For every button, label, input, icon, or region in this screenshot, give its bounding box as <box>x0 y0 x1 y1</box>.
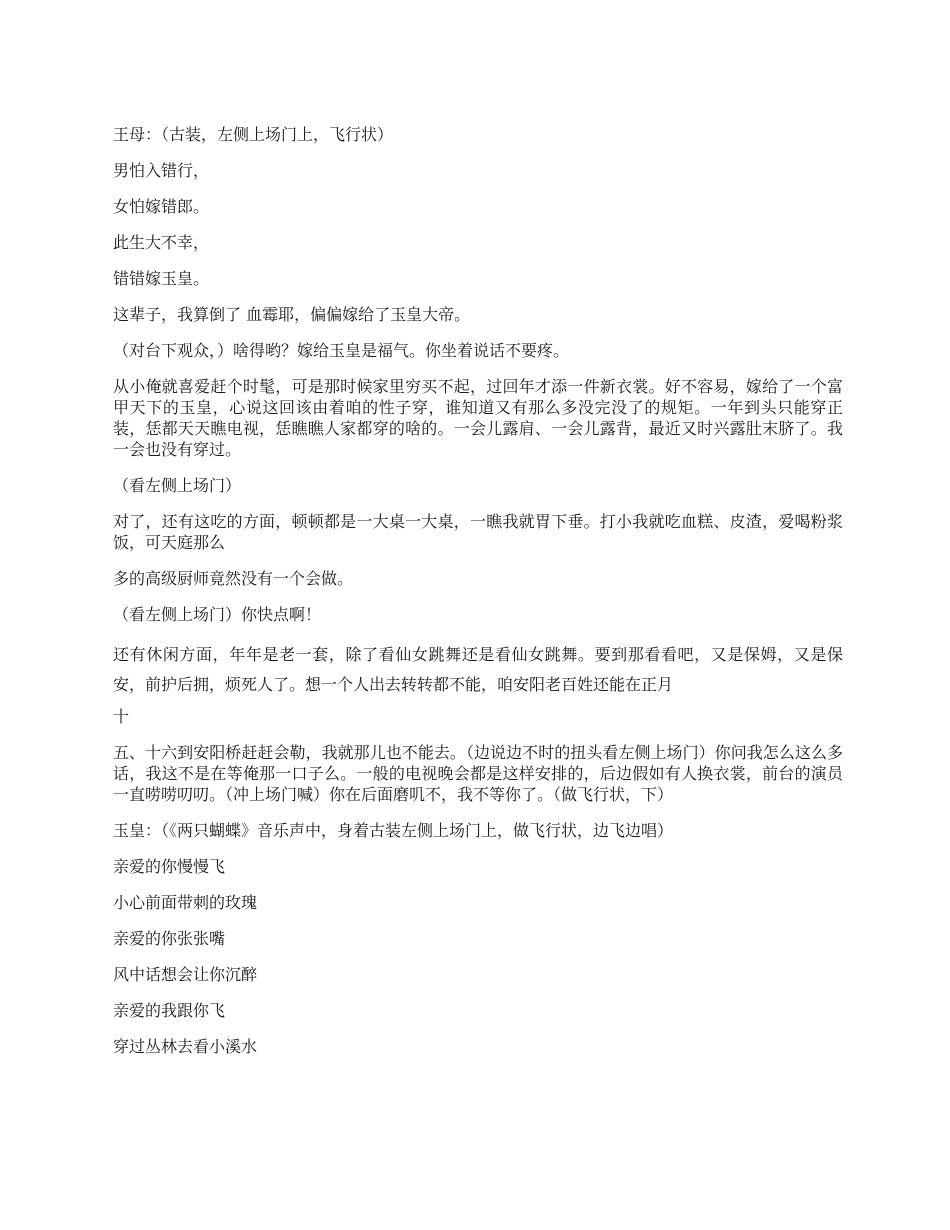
stage-direction: （看左侧上场门） <box>113 476 242 495</box>
dialogue-paragraph: 对了，还有这吃的方面，顿顿都是一大桌一大桌，一瞧我就胃下垂。打小我就吃血糕、皮渣，爱喝粉浆 饭，可天庭那么 <box>113 512 843 552</box>
song-lyric-line: 小心前面带刺的玫瑰 <box>113 893 258 912</box>
song-lyric-line: 亲爱的你张张嘴 <box>113 929 226 948</box>
song-lyric-line: 亲爱的我跟你飞 <box>113 1001 226 1020</box>
dialogue-paragraph: 多的高级厨师竟然没有一个会做。 <box>113 569 354 588</box>
dialogue-paragraph: 五、十六到安阳桥赶赶会勒，我就那儿也不能去。（边说边不时的扭头看左侧上场门）你问我怎么这么多话，我这不是在等俺那一口子么。一般的电视晚会都是这样安排的，后边假如有人换衣裳，前台的演员一直唠唠叨叨。（冲上场门喊）你在后面磨叽不，我不等你了。（做飞行状，下） <box>113 743 843 804</box>
song-lyric-line: 风中话想会让你沉醉 <box>113 965 258 984</box>
dialogue-paragraph: （看左侧上场门）你快点啊！ <box>113 605 322 624</box>
stage-direction-wangmu-entrance: 王母：（古装，左侧上场门上，飞行状） <box>113 125 394 144</box>
dialogue-paragraph: 还有休闲方面，年年是老一套，除了看仙女跳舞还是看仙女跳舞。要到那看看吧，又是保姆，又是保安，前护后拥，烦死人了。想一个人出去转转都不能，咱安阳老百姓还能在正月 <box>113 645 843 694</box>
dialogue-paragraph: 从小俺就喜爱赶个时髦，可是那时候家里穷买不起，过回年才添一件新衣裳。好不容易，嫁给了一个富甲天下的玉皇，心说这回该由着咱的性子穿，谁知道又有那么多没完没了的规矩。一年到头只能穿正装，恁都天天瞧电视，恁瞧瞧人家都穿的啥的。一会儿露肩、一会儿露背，最近又时兴露肚末脐了。我一会也没有穿过。 <box>113 377 843 459</box>
verse-line: 错错嫁玉皇。 <box>113 269 210 288</box>
verse-line: 男怕入错行， <box>113 161 210 180</box>
song-lyric-line: 穿过丛林去看小溪水 <box>113 1037 258 1056</box>
dialogue-paragraph: （对台下观众，）啥得哟？嫁给玉皇是福气。你坐着说话不要疼。 <box>113 341 570 360</box>
song-lyric-line: 亲爱的你慢慢飞 <box>113 857 226 876</box>
document-page <box>113 124 843 1072</box>
dialogue-paragraph: 这辈子，我算倒了 血霉耶，偏偏嫁给了玉皇大帝。 <box>113 305 471 324</box>
verse-line: 女怕嫁错郎。 <box>113 197 210 216</box>
verse-line: 此生大不幸， <box>113 233 210 252</box>
dialogue-fragment: 十 <box>113 707 130 726</box>
stage-direction-yuhuang-entrance: 玉皇：（《两只蝴蝶》音乐声中，身着古装左侧上场门上，做飞行状，边飞边唱） <box>113 821 674 840</box>
